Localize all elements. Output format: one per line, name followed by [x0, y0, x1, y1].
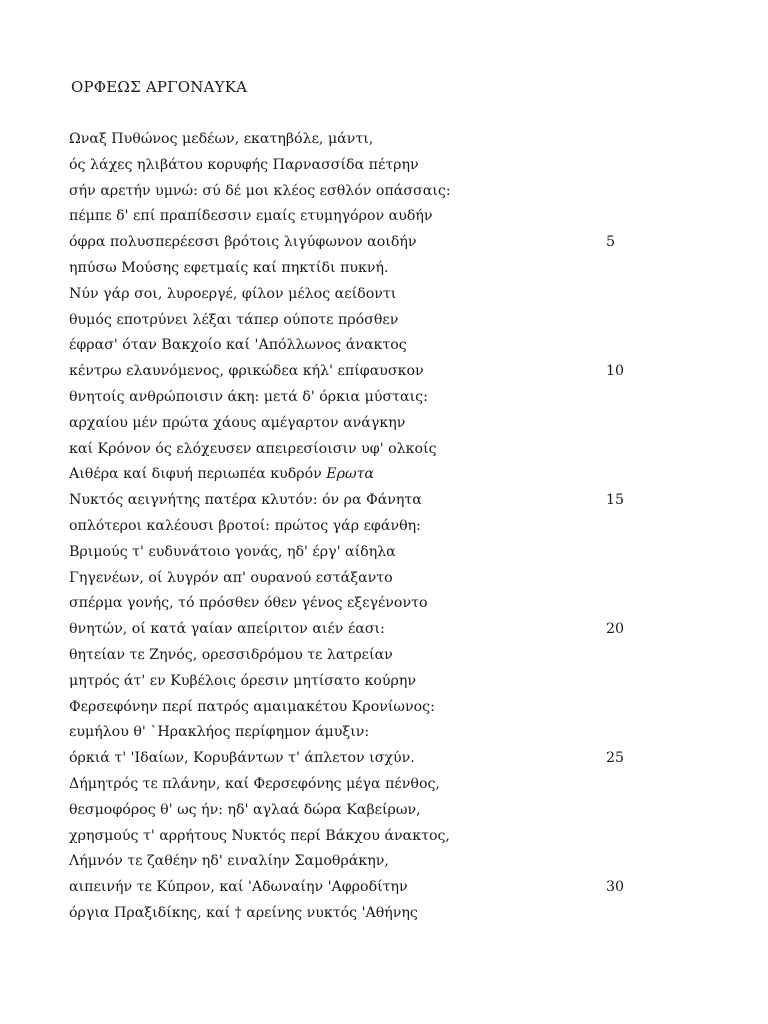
poem-line-text [69, 798, 421, 824]
poem-line-words: θητείαν τε Ζηνός, ορεσσιδρόμου τε λατρείαν [69, 646, 393, 663]
poem-line [69, 308, 649, 334]
poem-line-text [69, 359, 424, 385]
poem-line-words: Φερσεφόνην περί πατρός αμαιμακέτου Κρονίωνος: [69, 698, 435, 715]
poem-line-words: οπλότεροι καλέουσι βροτοί: πρώτος γάρ εφάνθη: [69, 517, 421, 534]
poem-line [69, 462, 649, 488]
poem-line [69, 669, 649, 695]
poem-line [69, 849, 649, 875]
poem-line [69, 514, 649, 540]
poem-line-words: σπέρμα γονής, τό πρόσθεν όθεν γένος εξεγένοντο [69, 595, 428, 612]
poem-line-words: όφρα πολυσπερέεσσι βρότοις λιγύφωνον αοιδήν [69, 234, 417, 251]
poem-line-words: Αιθέρα καί διφυή περιωπέα κυδρόν [69, 466, 327, 483]
poem-line [69, 695, 649, 721]
poem-line [69, 566, 649, 592]
poem-line-words: αρχαίου μέν πρώτα χάους αμέγαρτον ανάγκην [69, 414, 406, 431]
poem-line [69, 901, 649, 927]
poem-line-text [69, 127, 373, 153]
poem-line [69, 437, 649, 463]
poem-line-words: ευμήλου θ' `Ηρακλήος περίφημον άμυξιν: [69, 724, 370, 741]
poem-line-words: μητρός άτ' εν Κυβέλοις όρεσιν μητίσατο κούρην [69, 672, 416, 689]
line-number: 25 [606, 750, 625, 767]
poem-line-words: Νύν γάρ σοι, λυροεργέ, φίλον μέλος αείδοντι [69, 285, 397, 302]
poem-line-text [69, 824, 450, 850]
poem-line-text [69, 282, 396, 308]
poem-line-text [69, 385, 428, 411]
poem-line [69, 488, 649, 514]
poem-line-text [69, 772, 440, 798]
poem-line-text [69, 901, 418, 927]
poem-line [69, 359, 649, 385]
line-number: 10 [606, 363, 625, 380]
poem-line-words: Δήμητρός τε πλάνην, καί Φερσεφόνης μέγα πένθος, [69, 775, 440, 792]
poem-line-text [69, 746, 415, 772]
poem-line-words: θυμός εποτρύνει λέξαι τάπερ ούποτε πρόσθεν [69, 311, 399, 328]
poem-line-text [69, 540, 396, 566]
poem-line-text [69, 437, 437, 463]
poem-line-text [69, 720, 369, 746]
poem-line [69, 256, 649, 282]
poem-line-text [69, 849, 389, 875]
poem-line-words: ηπύσω Μούσης εφετμαίς καί πηκτίδι πυκνή. [69, 259, 389, 276]
poem-line-text [69, 566, 393, 592]
poem-line-text [69, 695, 435, 721]
poem-line-text [69, 462, 374, 488]
poem-line-words: θεσμοφόρος θ' ως ήν: ηδ' αγλαά δώρα Καβείρων, [69, 801, 421, 818]
poem-line-text [69, 230, 417, 256]
poem-line [69, 333, 649, 359]
poem-line-words: θνητοίς ανθρώποισιν άκη: μετά δ' όρκια μύσταις: [69, 388, 428, 405]
poem-line [69, 772, 649, 798]
poem-line-words: κέντρω ελαυνόμενος, φρικώδεα κήλ' επίφαυσκον [69, 363, 424, 380]
poem-line-words: σήν αρετήν υμνώ: σύ δέ μοι κλέος εσθλόν οπάσσαις: [69, 182, 451, 199]
poem-line-text [69, 643, 393, 669]
poem-line-text [69, 669, 416, 695]
poem-line-text [69, 333, 407, 359]
poem-line [69, 824, 649, 850]
poem-line-words: θνητών, οί κατά γαίαν απείριτον αιέν έασι: [69, 621, 385, 638]
poem-line-text [69, 514, 421, 540]
poem-line [69, 127, 649, 153]
poem-line-words: αιπεινήν τε Κύπρον, καί 'Αδωναίην 'Αφροδίτην [69, 879, 408, 896]
poem-line [69, 720, 649, 746]
poem-line-words: όργια Πραξιδίκης, καί † αρείνης νυκτός 'Αθήνης [69, 904, 418, 921]
poem-line-words: πέμπε δ' επί πραπίδεσσιν εμαίς ετυμηγόρον αυδήν [69, 208, 433, 225]
poem-line-text [69, 411, 405, 437]
document-title: ΟΡΦΕΩΣ ΑΡΓΟΝΑΥΚΑ [71, 78, 248, 96]
poem-line [69, 179, 649, 205]
poem-line [69, 591, 649, 617]
poem-line [69, 282, 649, 308]
poem-line-text [69, 591, 427, 617]
poem-line [69, 617, 649, 643]
poem-line-italic-word: Ερωτα [326, 466, 374, 483]
poem-line-words: έφρασ' όταν Βακχοίο καί 'Απόλλωνος άνακτος [69, 337, 407, 354]
poem-line [69, 230, 649, 256]
poem-line-words: Λήμνόν τε ζαθέην ηδ' ειναλίην Σαμοθράκην, [69, 853, 389, 870]
poem-line [69, 643, 649, 669]
poem-line-text [69, 308, 398, 334]
poem-line [69, 798, 649, 824]
poem-line [69, 411, 649, 437]
poem-line-text [69, 204, 433, 230]
poem-line [69, 540, 649, 566]
poem-body [69, 127, 649, 927]
line-number: 30 [606, 879, 625, 896]
poem-line-words: χρησμούς τ' αρρήτους Νυκτός περί Βάκχου άνακτος, [69, 827, 450, 844]
line-number: 5 [606, 234, 616, 251]
poem-line-text [69, 256, 389, 282]
poem-line [69, 153, 649, 179]
poem-line [69, 746, 649, 772]
poem-line [69, 875, 649, 901]
poem-line [69, 204, 649, 230]
poem-line-words: Γηγενέων, οί λυγρόν απ' ουρανού εστάξαντο [69, 569, 393, 586]
poem-line [69, 385, 649, 411]
poem-line-words: Νυκτός αειγνήτης πατέρα κλυτόν: όν ρα Φάνητα [69, 492, 422, 509]
poem-line-text [69, 617, 385, 643]
poem-line-words: Ωναξ Πυθώνος μεδέων, εκατηβόλε, μάντι, [69, 131, 374, 147]
poem-line-text [69, 179, 451, 205]
poem-line-words: καί Κρόνον ός ελόχευσεν απειρεσίοισιν υφ' ολκοίς [69, 440, 437, 457]
poem-line-words: όρκιά τ' 'Ιδαίων, Κορυβάντων τ' άπλετον ισχύν. [69, 750, 415, 767]
poem-line-text [69, 875, 408, 901]
poem-line-words: ός λάχες ηλιβάτου κορυφής Παρνασσίδα πέτρην [69, 156, 419, 173]
poem-line-text [69, 488, 422, 514]
poem-line-words: Βριμούς τ' ευδυνάτοιο γονάς, ηδ' έργ' αίδηλα [69, 543, 396, 560]
line-number: 20 [606, 621, 625, 638]
poem-line-text [69, 153, 419, 179]
line-number: 15 [606, 492, 625, 509]
